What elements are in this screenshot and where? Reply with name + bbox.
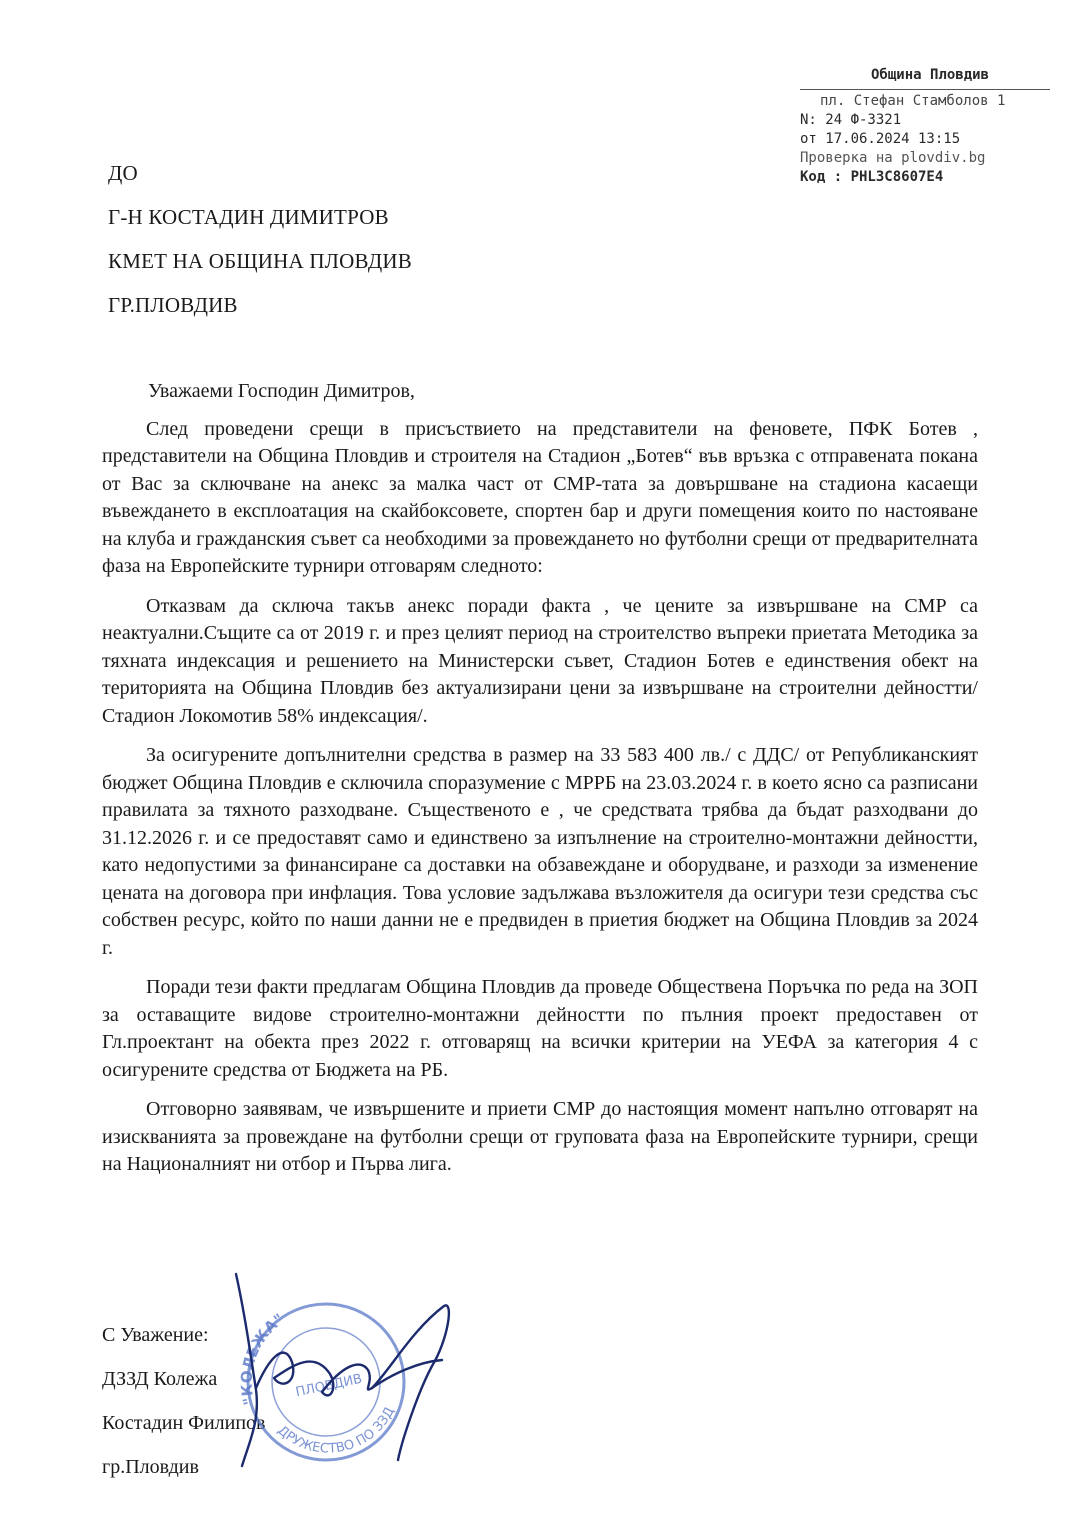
addressee-to: ДО: [108, 161, 138, 185]
addressee-city: ГР.ПЛОВДИВ: [108, 293, 238, 317]
registration-date: от 17.06.2024 13:15: [800, 131, 961, 147]
registration-stamp: [800, 66, 1050, 187]
registration-address: пл. Стефан Стамболов 1: [820, 93, 1006, 109]
closing-company: ДЗЗД Колежа: [102, 1368, 218, 1390]
seal-text-top: "КОЛЕЖА": [237, 1309, 288, 1407]
addressee-position: КМЕТ НА ОБЩИНА ПЛОВДИВ: [108, 249, 412, 273]
letter-body: [102, 378, 978, 1191]
paragraph-5: Отговорно заявявам, че извършените и приети СМР до настоящия момент напълно отговарят на изискванията за провеждане на футболни срещи от груповата фаза на Европейските турнири, срещи на Националният ни отбор и Първа лига.: [102, 1098, 978, 1175]
seal-text-bottom: ДРУЖЕСТВО ПО ЗЗД: [274, 1404, 398, 1457]
salutation: Уважаеми Господин Димитров,: [148, 380, 415, 402]
registration-divider: [800, 89, 1050, 90]
seal-and-signature: [222, 1270, 462, 1470]
closing-regards: С Уважение:: [102, 1324, 209, 1346]
handwritten-signature: [236, 1274, 449, 1466]
seal-text-mid: ПЛОВДИВ: [294, 1371, 364, 1401]
paragraph-2: Отказвам да сключа такъв анекс поради факта , че цените за извършване на СМР са неактуални.Същите са от 2019 г. и през целият период на строителство въпреки приетата Методика за тяхната индексация и решението на Министерски съвет, Стадион Ботев е единствения обект на територията на Община Пловдив без актуализирани цени за извършване на строителни дейностти/ Стадион Локомотив 58% индексация/.: [102, 594, 978, 727]
closing-city: гр.Пловдив: [102, 1456, 199, 1478]
registration-number: N: 24 Ф-3321: [800, 112, 902, 128]
addressee-name: Г-Н КОСТАДИН ДИМИТРОВ: [108, 205, 389, 229]
addressee-block: [108, 160, 412, 336]
registration-code: Код : PHL3C8607E4: [800, 169, 944, 185]
closing-signatory: Костадин Филипов: [102, 1412, 266, 1434]
paragraph-4: Поради тези факти предлагам Община Пловдив да проведе Обществена Поръчка по реда на ЗОП за оставащите видове строително-монтажни дейностти по пълния проект предоставен от Гл.проектант на обекта през 2022 г. отговарящ на всички критерии на УЕФА за категория 4 с осигурените средства от Бюджета на РБ.: [102, 976, 978, 1081]
registration-title: Община Пловдив: [870, 67, 989, 83]
paragraph-1: След проведени срещи в присъствието на представители на феновете, ПФК Ботев , представители на Община Пловдив и строителя на Стадион „Ботев“ във връзка с отправената покана от Вас за сключване на анекс за малка част от СМР-тата за довършване на стадиона касаещи въвеждането в експлоатация на скайбоксовете, спортен бар и други помещения които по настояване на клуба и гражданския съвет са необходими за провеждането но футболни срещи от предварителната фаза на Европейските турнири отговарям следното:: [102, 417, 978, 577]
registration-verify: Проверка на plovdiv.bg: [800, 150, 986, 166]
paragraph-3: За осигурените допълнителни средства в размер на 33 583 400 лв./ с ДДС/ от Републиканският бюджет Община Пловдив е сключила споразумение с МРРБ на 23.03.2024 г. в което ясно са разписани правилата за тяхното разходване. Същественото е , че средствата трябва да бъдат разходвани до 31.12.2026 г. и се предоставят само и единствено за изпълнение на строително-монтажни дейностти, като недопустими за финансиране са доставки на обзавеждане и оборудване, и разходи за изменение цената на договора при инфлация. Това условие задължава възложителя да осигури тези средства със собствен ресурс, който по наши данни не е предвиден в приетия бюджет на Община Пловдив за 2024 г.: [102, 744, 978, 959]
